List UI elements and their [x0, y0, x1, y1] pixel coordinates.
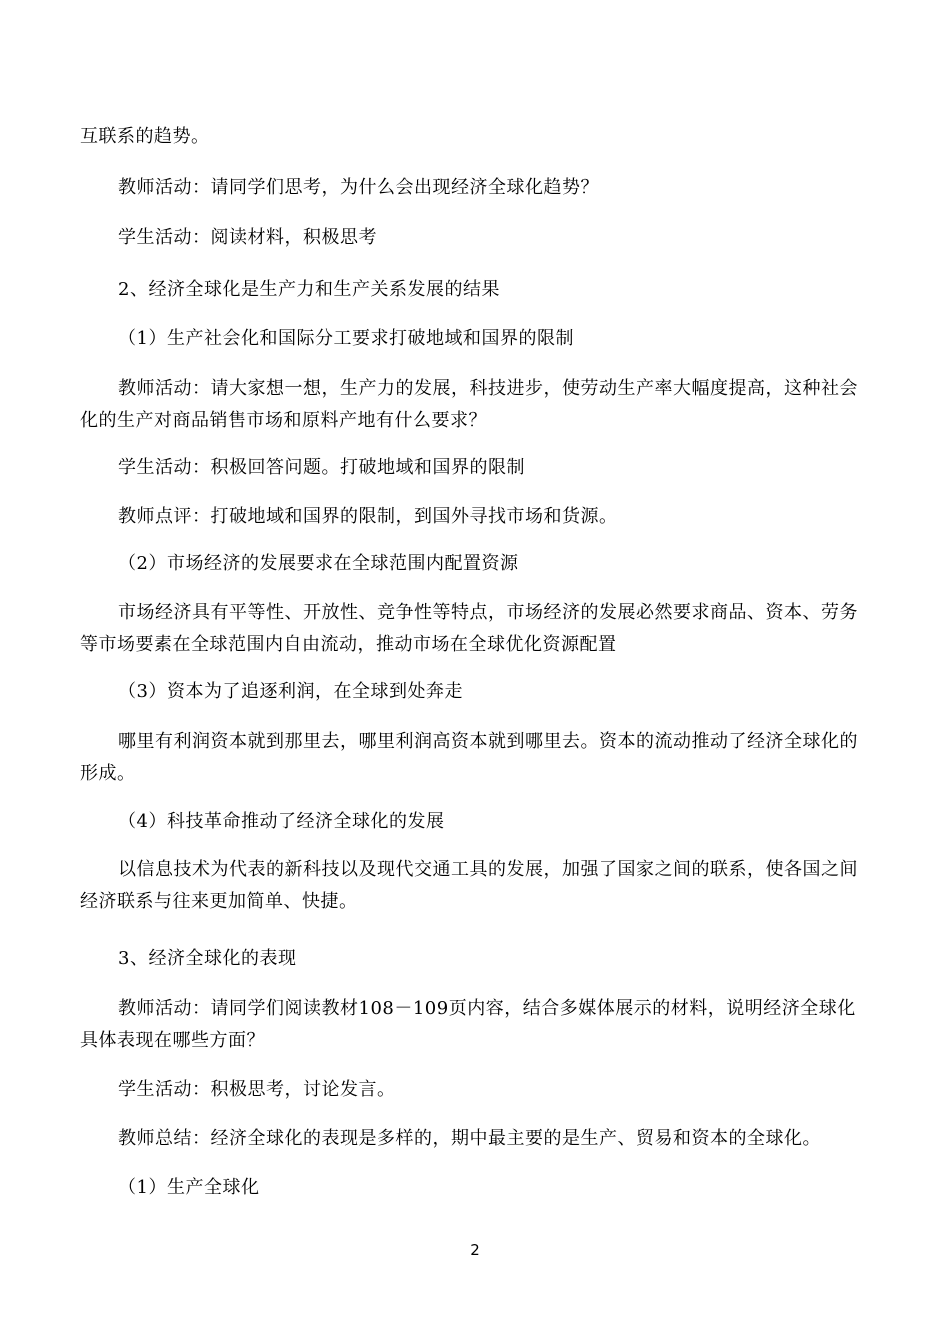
paragraph-teacher-summary: 教师总结：经济全球化的表现是多样的，期中最主要的是生产、贸易和资本的全球化。	[118, 1128, 821, 1149]
subheading-2-3: （3）资本为了追逐利润，在全球到处奔走	[118, 681, 463, 702]
subheading-2-1: （1）生产社会化和国际分工要求打破地域和国界的限制	[118, 328, 574, 349]
subheading-2-2: （2）市场经济的发展要求在全球范围内配置资源	[118, 553, 519, 574]
paragraph-teacher-activity-question: 教师活动：请同学们思考，为什么会出现经济全球化趋势？	[118, 177, 599, 198]
paragraph-technology: 以信息技术为代表的新科技以及现代交通工具的发展，加强了国家之间的联系，使各国之间经济联系与往来更加简单、快捷。	[80, 859, 858, 912]
page-number: 2	[470, 1241, 480, 1259]
paragraph-student-answer: 学生活动：积极回答问题。打破地域和国界的限制	[118, 457, 525, 478]
subheading-2-4: （4）科技革命推动了经济全球化的发展	[118, 811, 445, 832]
paragraph-teacher-activity-productivity: 教师活动：请大家想一想，生产力的发展，科技进步，使劳动生产率大幅度提高，这种社会化的生产对商品销售市场和原料产地有什么要求？	[80, 378, 858, 431]
paragraph-market-economy: 市场经济具有平等性、开放性、竞争性等特点，市场经济的发展必然要求商品、资本、劳务等市场要素在全球范围内自由流动，推动市场在全球优化资源配置	[80, 602, 858, 655]
paragraph-teacher-comment: 教师点评：打破地域和国界的限制，到国外寻找市场和货源。	[118, 506, 618, 527]
paragraph-teacher-activity-textbook: 教师活动：请同学们阅读教材108－109页内容，结合多媒体展示的材料，说明经济全球化具体表现在哪些方面？	[80, 998, 856, 1051]
heading-section-2: 2、经济全球化是生产力和生产关系发展的结果	[118, 279, 500, 300]
paragraph-student-discussion: 学生活动：积极思考，讨论发言。	[118, 1079, 396, 1100]
heading-section-3: 3、经济全球化的表现	[118, 948, 297, 969]
paragraph-student-activity: 学生活动：阅读材料，积极思考	[118, 227, 377, 248]
paragraph-continuation: 互联系的趋势。	[80, 126, 210, 147]
subheading-3-1: （1）生产全球化	[118, 1177, 260, 1198]
paragraph-capital-flow: 哪里有利润资本就到那里去，哪里利润高资本就到哪里去。资本的流动推动了经济全球化的形成。	[80, 731, 858, 784]
